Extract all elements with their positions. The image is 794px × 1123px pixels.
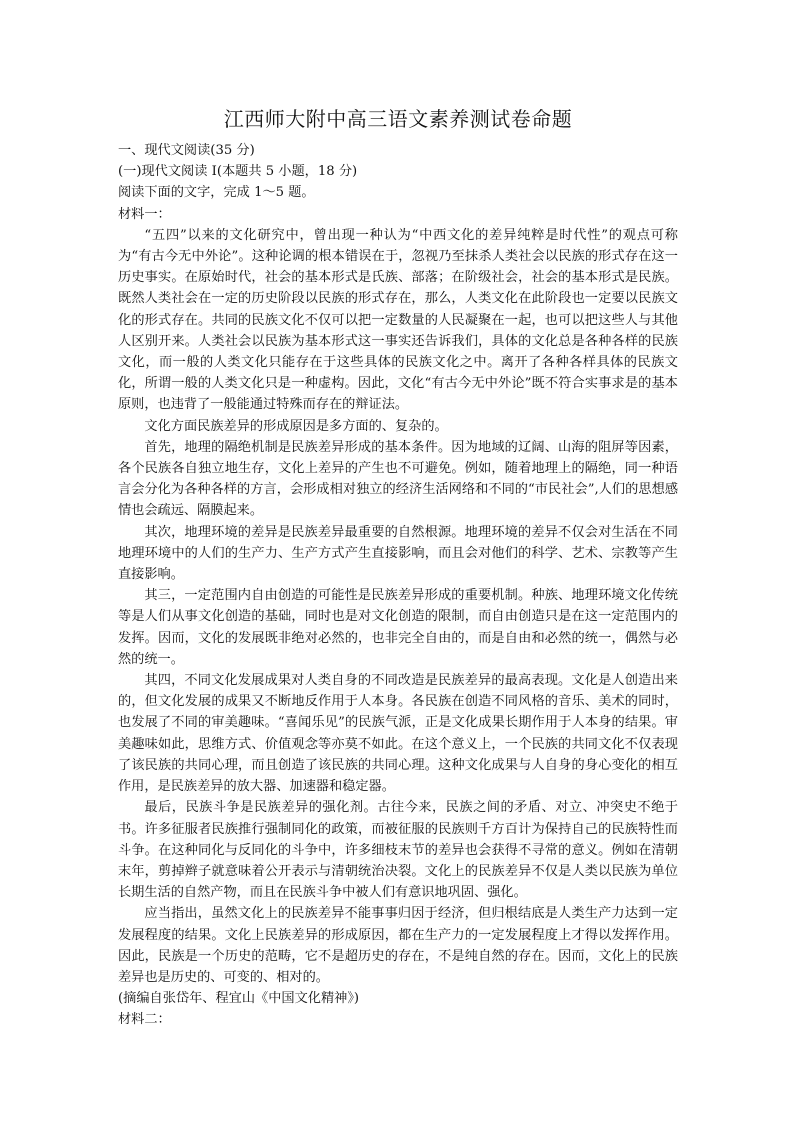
- paragraph-7: 最后，民族斗争是民族差异的强化剂。古往今来，民族之间的矛盾、对立、冲突史不绝于书。许多征服者民族推行强制同化的政策，而被征服的民族则千方百计为保持自己的民族特性而斗争。在这种同化与反同化的斗争中，许多细枝末节的差异也会获得不寻常的意义。例如在清朝末年，剪掉辫子就意味着公开表示与清朝统治决裂。文化上的民族差异不仅是人类以民族为单位长期生活的自然产物，而且在民族斗争中被人们有意识地巩固、强化。: [118, 800, 678, 901]
- exam-title: 江西师大附中高三语文素养测试卷命题: [223, 107, 573, 131]
- section-heading: 一、现代文阅读(35 分): [118, 143, 255, 158]
- paragraph-5: 其三，一定范围内自由创造的可能性是民族差异形成的重要机制。种族、地理环境文化传统等是人们从事文化创造的基础，同时也是对文化创造的限制，而自由创造只是在这一定范围内的发挥。因而，文化的发展既非绝对必然的，也非完全自由的，而是自由和必然的统一，偶然与必然的统一。: [118, 588, 678, 667]
- paragraph-4: 其次，地理环境的差异是民族差异最重要的自然根源。地理环境的差异不仅会对生活在不同地理环境中的人们的生产力、生产方式产生直接影响，而且会对他们的科学、艺术、宗教等产生直接影响。: [118, 524, 678, 583]
- exam-body: [118, 140, 678, 1031]
- subsection-heading: (一)现代文阅读 I(本题共 5 小题，18 分): [118, 164, 358, 180]
- paragraph-3: 首先，地理的隔绝机制是民族差异形成的基本条件。因为地域的辽阔、山海的阻屏等因素，各个民族各自独立地生存，文化上差异的产生也不可避免。例如，随着地理上的隔绝，同一种语言会分化为各种各样的方言，会形成相对独立的经济生活网络和不同的“市民社会”,人们的思想感情也会疏远、隔膜起来。: [118, 439, 678, 519]
- paragraph-6: 其四，不同文化发展成果对人类自身的不同改造是民族差异的最高表现。文化是人创造出来的，但文化发展的成果又不断地反作用于人本身。各民族在创造不同风格的音乐、美术的同时，也发展了不同的审美趣味。“喜闻乐见”的民族气派，正是文化成果长期作用于人本身的结果。审美趣味如此，思维方式、价值观念等亦莫不如此。在这个意义上，一个民族的共同文化不仅表现了该民族的共同心理，而且创造了该民族的共同心理。这种文化成果与人自身的身心变化的相互作用，是民族差异的放大器、加速器和稳定器。: [118, 673, 678, 795]
- reading-instruction: 阅读下面的文字，完成 1～5 题。: [118, 185, 315, 201]
- material-one-label: 材料一：: [118, 206, 171, 222]
- paragraph-8: 应当指出，虽然文化上的民族差异不能事事归因于经济，但归根结底是人类生产力达到一定发展程度的结果。文化上民族差异的形成原因，都在生产力的一定发展程度上才得以发挥作用。因此，民族是一个历史的范畴，它不是超历史的存在，不是纯自然的存在。因而，文化上的民族差异也是历史的、可变的、相对的。: [118, 906, 678, 985]
- paragraph-2: 文化方面民族差异的形成原因是多方面的、复杂的。: [144, 418, 448, 434]
- paragraph-1: “五四”以来的文化研究中，曾出现一种认为“中西文化的差异纯粹是时代性”的观点可称为“有古今无中外论”。这种论调的根本错误在于，忽视乃至抹杀人类社会以民族的形式存在这一历史事实。在原始时代，社会的基本形式是氏族、部落；在阶级社会，社会的基本形式是民族。既然人类社会在一定的历史阶段以民族的形式存在，那么，人类文化在此阶段也一定要以民族文化的形式存在。共同的民族文化不仅可以把一定数量的人民凝聚在一起，也可以把这些人与其他人区别开来。人类社会以民族为基本形式这一事实还告诉我们，具体的文化总是各种各样的民族文化，而一般的人类文化只能存在于这些具体的民族文化之中。离开了各种各样具体的民族文化，所谓一般的人类文化只是一种虚构。因此，文化“有古今无中外论”既不符合实事求是的基本原则，也违背了一般能通过特殊而存在的辩证法。: [118, 227, 678, 413]
- source-citation: (摘编自张岱年、程宜山《中国文化精神》): [118, 991, 360, 1007]
- material-two-label: 材料二：: [118, 1012, 171, 1028]
